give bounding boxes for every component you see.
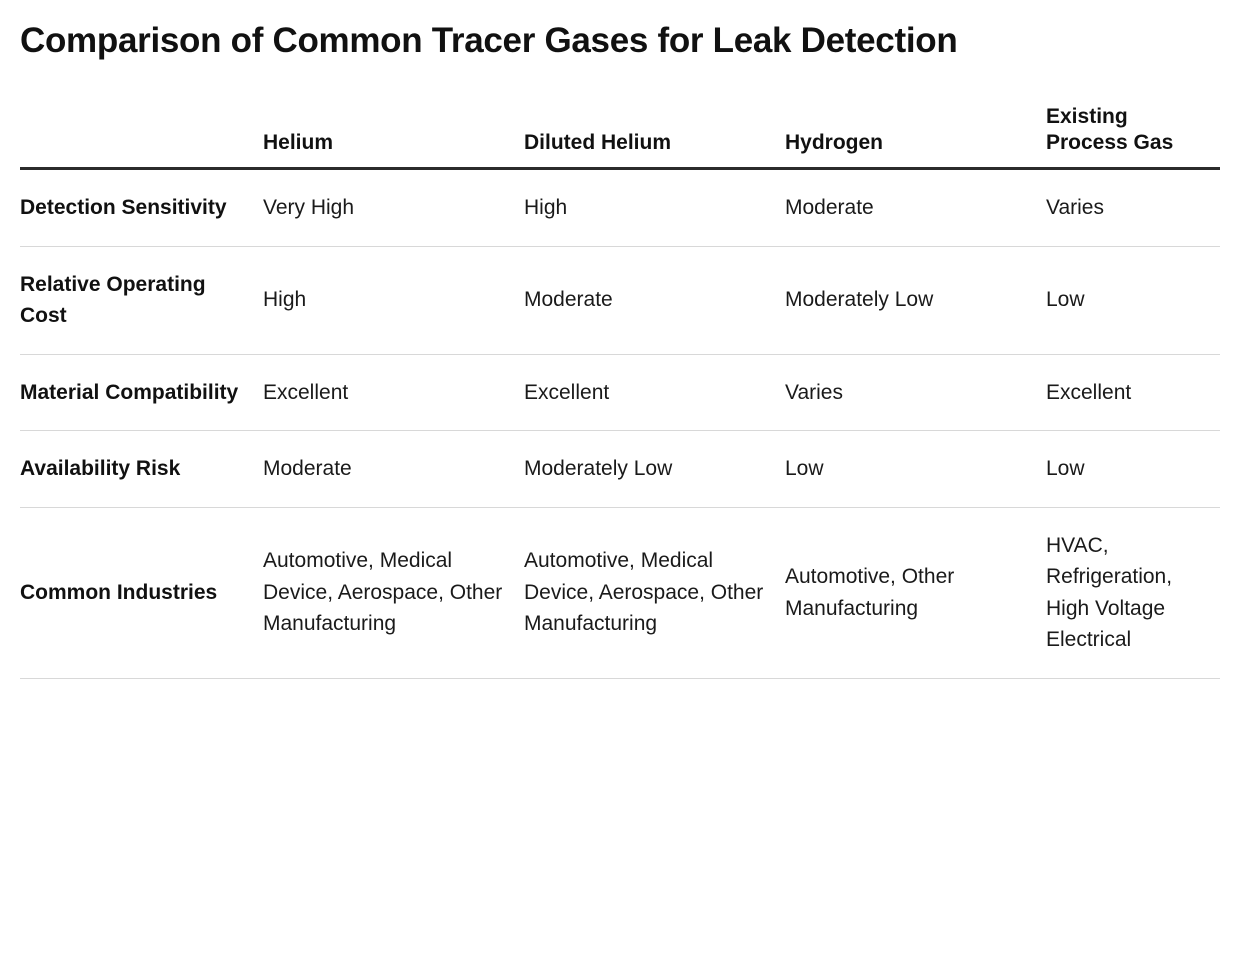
column-header-blank	[20, 104, 263, 169]
cell-common-industries-existing-process-gas: HVAC, Refrigeration, High Voltage Electrical	[1046, 507, 1220, 678]
table-row	[20, 431, 1220, 508]
row-label-detection-sensitivity: Detection Sensitivity	[20, 169, 263, 247]
table-row	[20, 169, 1220, 247]
column-header-diluted-helium: Diluted Helium	[524, 130, 672, 154]
cell-relative-operating-cost-existing-process-gas: Low	[1046, 246, 1220, 354]
cell-detection-sensitivity-diluted-helium: High	[524, 169, 785, 247]
cell-availability-risk-existing-process-gas: Low	[1046, 431, 1220, 508]
tracer-gas-comparison-table	[20, 104, 1220, 679]
table-row	[20, 354, 1220, 431]
cell-availability-risk-helium: Moderate	[263, 431, 524, 508]
cell-relative-operating-cost-helium: High	[263, 246, 524, 354]
row-label-relative-operating-cost: Relative Operating Cost	[20, 246, 263, 354]
cell-relative-operating-cost-hydrogen: Moderately Low	[785, 246, 1046, 354]
cell-detection-sensitivity-existing-process-gas: Varies	[1046, 169, 1220, 247]
row-label-common-industries: Common Industries	[20, 507, 263, 678]
cell-material-compatibility-existing-process-gas: Excellent	[1046, 354, 1220, 431]
column-header-hydrogen: Hydrogen	[785, 130, 884, 154]
cell-common-industries-diluted-helium: Automotive, Medical Device, Aerospace, Other Manufacturing	[524, 507, 785, 678]
cell-availability-risk-diluted-helium: Moderately Low	[524, 431, 785, 508]
cell-material-compatibility-diluted-helium: Excellent	[524, 354, 785, 431]
table-row	[20, 246, 1220, 354]
cell-material-compatibility-helium: Excellent	[263, 354, 524, 431]
cell-common-industries-hydrogen: Automotive, Other Manufacturing	[785, 507, 1046, 678]
table-header	[20, 104, 1220, 169]
row-label-availability-risk: Availability Risk	[20, 431, 263, 508]
cell-detection-sensitivity-hydrogen: Moderate	[785, 169, 1046, 247]
column-header-helium: Helium	[263, 130, 334, 154]
table-body	[20, 169, 1220, 679]
cell-material-compatibility-hydrogen: Varies	[785, 354, 1046, 431]
table-row	[20, 507, 1220, 678]
cell-detection-sensitivity-helium: Very High	[263, 169, 524, 247]
column-header-existing-process-gas: Existing Process Gas	[1046, 105, 1174, 154]
page-title: Comparison of Common Tracer Gases for Leak Detection	[20, 21, 958, 60]
cell-availability-risk-hydrogen: Low	[785, 431, 1046, 508]
cell-relative-operating-cost-diluted-helium: Moderate	[524, 246, 785, 354]
row-label-material-compatibility: Material Compatibility	[20, 354, 263, 431]
table-header-row	[20, 104, 1220, 169]
cell-common-industries-helium: Automotive, Medical Device, Aerospace, Other Manufacturing	[263, 507, 524, 678]
